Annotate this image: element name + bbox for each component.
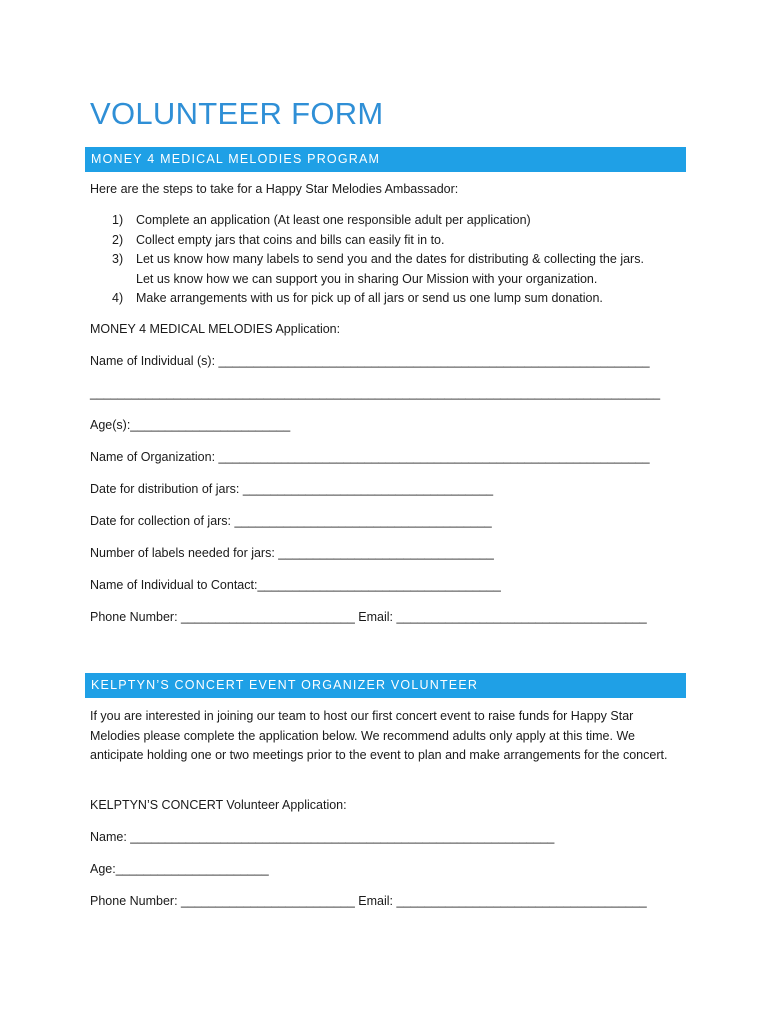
distribution-date-field[interactable]: Date for distribution of jars: ____________________________________	[90, 482, 494, 496]
phone-email-field[interactable]: Phone Number: _________________________ Email: ____________________________________	[90, 610, 647, 624]
organization-name-field[interactable]: Name of Organization: ______________________________________________________________	[90, 450, 650, 464]
concert-description: If you are interested in joining our team to host our first concert event to raise funds for Happy Star Melodies please complete the application below. We recommend adults only apply at this time. We anticipate holding one or two meetings prior to the event to plan and make arrangements for the concert.	[90, 709, 668, 762]
labels-needed-field[interactable]: Number of labels needed for jars: _______________________________	[90, 546, 494, 560]
step-number: 1)	[112, 213, 124, 227]
step-item	[112, 211, 692, 231]
section-banner-concert-organizer: KELPTYN’S CONCERT EVENT ORGANIZER VOLUNTEER	[85, 673, 686, 698]
step-item	[112, 231, 692, 251]
step-number: 4)	[112, 291, 124, 305]
concert-age-field[interactable]: Age:______________________	[90, 862, 269, 876]
concert-name-field[interactable]: Name: _____________________________________________________________	[90, 830, 555, 844]
form-title: VOLUNTEER FORM	[90, 96, 384, 131]
section-banner-money-4-medical-melodies: MONEY 4 MEDICAL MELODIES PROGRAM	[85, 147, 686, 172]
steps-list	[112, 211, 692, 309]
contact-individual-field[interactable]: Name of Individual to Contact:___________________________________	[90, 578, 501, 592]
step-text: Let us know how many labels to send you and the dates for distributing & collecting the jars.	[136, 252, 644, 266]
steps-intro: Here are the steps to take for a Happy Star Melodies Ambassador:	[90, 182, 459, 196]
step-text: Make arrangements with us for pick up of all jars or send us one lump sum donation.	[136, 291, 603, 305]
step-text-continued: Let us know how we can support you in sharing Our Mission with your organization.	[136, 271, 598, 286]
ages-field[interactable]: Age(s):_______________________	[90, 418, 291, 432]
application-heading-money: MONEY 4 MEDICAL MELODIES Application:	[90, 322, 341, 336]
step-item	[112, 250, 692, 289]
step-text: Collect empty jars that coins and bills can easily fit in to.	[136, 232, 445, 247]
name-of-individual-field[interactable]: Name of Individual (s): ______________________________________________________________	[90, 354, 650, 368]
name-of-individual-field-continued[interactable]: __________________________________________________________________________________	[90, 386, 661, 400]
application-heading-concert: KELPTYN’S CONCERT Volunteer Application:	[90, 798, 347, 812]
step-number: 2)	[112, 232, 124, 247]
collection-date-field[interactable]: Date for collection of jars: _____________________________________	[90, 514, 492, 528]
step-number: 3)	[112, 252, 124, 266]
step-item	[112, 289, 692, 309]
step-text: Complete an application (At least one responsible adult per application)	[136, 213, 531, 227]
concert-phone-email-field[interactable]: Phone Number: _________________________ Email: ____________________________________	[90, 894, 647, 908]
